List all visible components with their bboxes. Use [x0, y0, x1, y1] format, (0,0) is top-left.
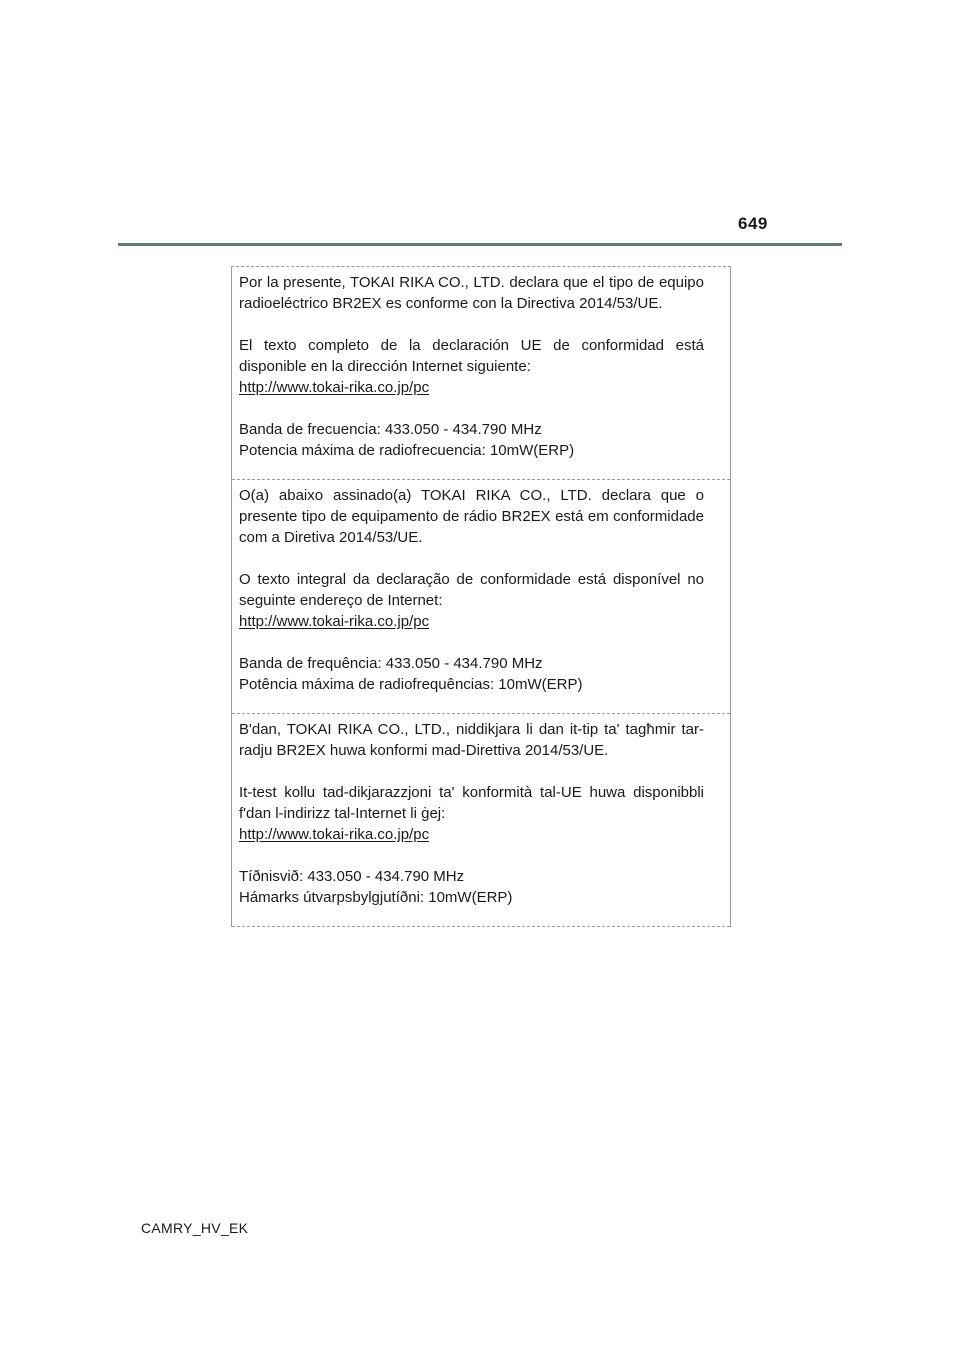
- declaration-text: O(a) abaixo assinado(a) TOKAI RIKA CO., LTD. declara que o presente tipo de equipamento de rádio BR2EX está em conformidade com a Diretiva 2014/53/UE.: [239, 487, 704, 546]
- declaration-section-maltese: [232, 714, 730, 927]
- availability-text: It-test kollu tad-dikjarazzjoni ta' konformità tal-UE huwa disponibbli f'dan l-indirizz tal-Internet li ġej:: [239, 784, 704, 822]
- declaration-url-link[interactable]: http://www.tokai-rika.co.jp/pc: [239, 379, 430, 396]
- availability-text: O texto integral da declaração de conformidade está disponível no seguinte endereço de Internet:: [239, 571, 704, 609]
- frequency-band-text: Banda de frequência: 433.050 - 434.790 MHz: [239, 655, 543, 672]
- declaration-url-link[interactable]: http://www.tokai-rika.co.jp/pc: [239, 826, 430, 843]
- frequency-band-text: Banda de frecuencia: 433.050 - 434.790 MHz: [239, 421, 542, 438]
- document-code: CAMRY_HV_EK: [141, 1220, 249, 1236]
- declaration-text: B'dan, TOKAI RIKA CO., LTD., niddikjara li dan it-tip ta' tagħmir tar-radju BR2EX huwa konformi mad-Direttiva 2014/53/UE.: [239, 721, 704, 759]
- declaration-url-link[interactable]: http://www.tokai-rika.co.jp/pc: [239, 613, 430, 630]
- availability-text: El texto completo de la declaración UE de conformidad está disponible en la dirección Internet siguiente:: [239, 337, 704, 375]
- declaration-box: [231, 266, 731, 927]
- frequency-band-text: Tíðnisvið: 433.050 - 434.790 MHz: [239, 868, 465, 885]
- max-power-text: Potencia máxima de radiofrecuencia: 10mW(ERP): [239, 442, 575, 459]
- max-power-text: Hámarks útvarpsbylgjutíðni: 10mW(ERP): [239, 889, 513, 906]
- page-number: 649: [738, 214, 768, 233]
- declaration-section-portuguese: [232, 480, 730, 714]
- header-divider: [118, 243, 842, 246]
- max-power-text: Potência máxima de radiofrequências: 10mW(ERP): [239, 676, 583, 693]
- declaration-text: Por la presente, TOKAI RIKA CO., LTD. declara que el tipo de equipo radioeléctrico BR2EX es conforme con la Directiva 2014/53/UE.: [239, 274, 704, 312]
- declaration-section-spanish: [232, 267, 730, 480]
